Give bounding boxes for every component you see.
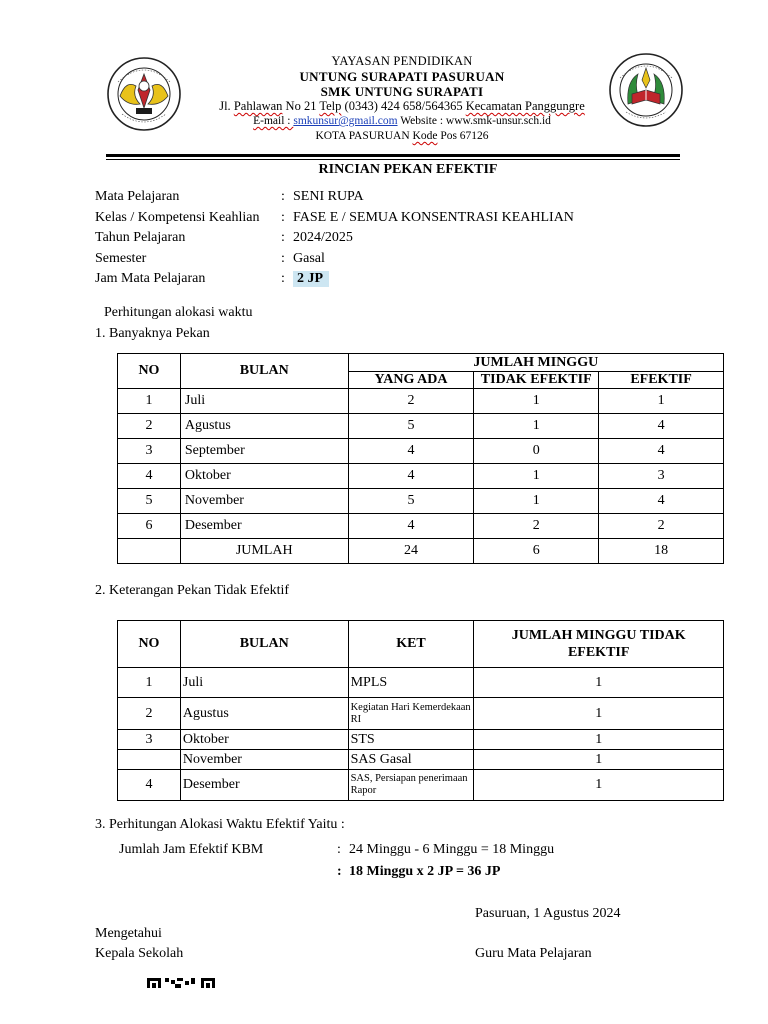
- table-row: 1 Juli MPLS 1: [118, 668, 724, 698]
- header-bulan: BULAN: [180, 621, 348, 668]
- school-city: KOTA PASURUAN Kode Pos 67126: [315, 130, 489, 142]
- header-no: NO: [118, 621, 181, 668]
- table-row: 2 Agustus 5 1 4: [118, 414, 724, 439]
- identity-label: Tahun Pelajaran: [95, 230, 186, 246]
- identity-label: Kelas / Kompetensi Keahlian: [95, 209, 260, 225]
- document-title: RINCIAN PEKAN EFEKTIF: [318, 162, 498, 177]
- letterhead-rule-thin: [106, 159, 680, 160]
- section-3-heading: 3. Perhitungan Alokasi Waktu Efektif Yaitu :: [95, 817, 345, 832]
- place-date: Pasuruan, 1 Agustus 2024: [475, 906, 621, 921]
- identity-row: Semester : Gasal: [95, 250, 325, 266]
- calc-line-2: 18 Minggu x 2 JP = 36 JP: [349, 864, 501, 879]
- table-total-row: JUMLAH 24 6 18: [118, 539, 724, 564]
- jp-value-highlight: 2 JP: [293, 271, 329, 287]
- weeks-table: [117, 353, 724, 564]
- letterhead-rule-thick: [106, 154, 680, 157]
- section-2-heading: 2. Keterangan Pekan Tidak Efektif: [95, 583, 290, 598]
- school-contact: E-mail : smkunsur@gmail.com Website : www.smk-unsur.sch.id: [253, 115, 551, 127]
- letterhead: [104, 52, 684, 156]
- calc-line-1: 24 Minggu - 6 Minggu = 18 Minggu: [349, 842, 555, 857]
- table-row: 6 Desember 4 2 2: [118, 514, 724, 539]
- ineffective-weeks-table: [117, 620, 724, 801]
- section-1-heading: 1. Banyaknya Pekan: [95, 326, 210, 341]
- header-efektif: EFEKTIF: [599, 372, 724, 389]
- mengetahui-label: Mengetahui: [95, 926, 162, 941]
- school-name: SMK UNTUNG SURAPATI: [320, 84, 484, 99]
- table-row: 4 Oktober 4 1 3: [118, 464, 724, 489]
- school-address: Jl. Pahlawan No 21 Telp (0343) 424 658/564365 Kecamatan Panggungre: [219, 99, 585, 113]
- identity-value: SENI RUPA: [293, 189, 364, 205]
- school-logo-left: [106, 56, 182, 132]
- identity-label: Jam Mata Pelajaran: [95, 271, 206, 287]
- identity-row: Tahun Pelajaran : 2024/2025: [95, 230, 353, 246]
- letterhead-text: [192, 54, 612, 144]
- calc-label: Jumlah Jam Efektif KBM: [119, 842, 264, 857]
- qr-code-icon: [147, 978, 217, 988]
- table-row: 3 September 4 0 4: [118, 439, 724, 464]
- school-logo-right: [608, 52, 684, 128]
- table-row: 4 Desember SAS, Persiapan penerimaan Rapor 1: [118, 770, 724, 801]
- identity-label: Semester: [95, 250, 147, 266]
- header-bulan: BULAN: [180, 354, 348, 389]
- header-yang-ada: YANG ADA: [348, 372, 474, 389]
- header-ket: KET: [348, 621, 474, 668]
- table-row: November SAS Gasal 1: [118, 750, 724, 770]
- identity-row: Jam Mata Pelajaran : 2 JP: [95, 269, 574, 290]
- identity-value: FASE E / SEMUA KONSENTRASI KEAHLIAN: [293, 209, 574, 225]
- table-row: 5 November 5 1 4: [118, 489, 724, 514]
- table-row: 3 Oktober STS 1: [118, 730, 724, 750]
- calc-colon-1: :: [337, 842, 341, 857]
- header-no: NO: [118, 354, 181, 389]
- calc-colon-2: :: [337, 864, 342, 879]
- identity-value: 2024/2025: [293, 230, 353, 246]
- header-jumlah-minggu: JUMLAH MINGGU: [348, 354, 723, 372]
- header-tidak-efektif: TIDAK EFEKTIF: [474, 372, 599, 389]
- email-link[interactable]: smkunsur@gmail.com: [293, 115, 398, 127]
- intro-text: Perhitungan alokasi waktu: [104, 305, 253, 320]
- identity-row: Kelas / Kompetensi Keahlian : FASE E / SEMUA KONSENTRASI KEAHLIAN: [95, 209, 574, 225]
- foundation-city: UNTUNG SURAPATI PASURUAN: [299, 69, 505, 84]
- identity-value: Gasal: [293, 250, 325, 266]
- foundation-name: YAYASAN PENDIDIKAN: [331, 54, 473, 68]
- kepala-sekolah-label: Kepala Sekolah: [95, 946, 184, 961]
- table-row: 1 Juli 2 1 1: [118, 389, 724, 414]
- identity-row: Mata Pelajaran : SENI RUPA: [95, 189, 364, 205]
- guru-label: Guru Mata Pelajaran: [475, 946, 592, 961]
- header-jumlah-minggu-tidak-efektif: JUMLAH MINGGU TIDAK EFEKTIF: [474, 621, 724, 668]
- identity-label: Mata Pelajaran: [95, 189, 180, 205]
- identity-block: [95, 187, 574, 290]
- table-row: 2 Agustus Kegiatan Hari Kemerdekaan RI 1: [118, 698, 724, 730]
